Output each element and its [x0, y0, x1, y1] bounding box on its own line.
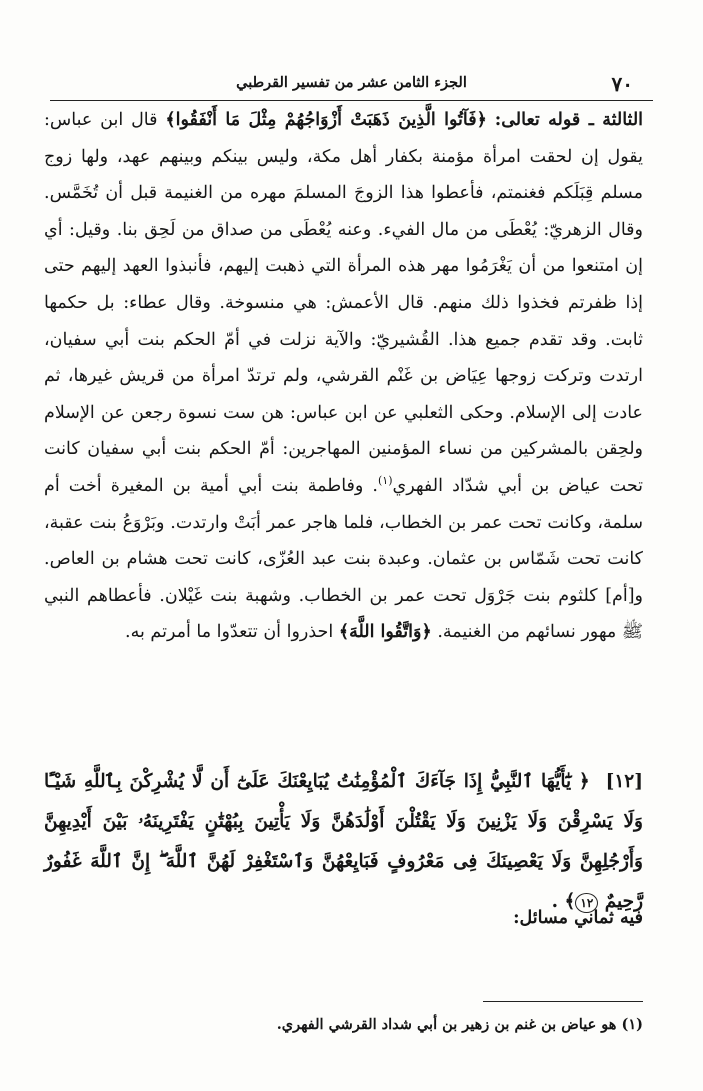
running-title: الجزء الثامن عشر من تفسير القرطبي — [236, 74, 467, 91]
commentary-text: قال ابن عباس: يقول إن لحقت امرأة مؤمنة بكفار أهل مكة، وليس بينكم وبينهم عهد، ولها زوج مسلم قِبَلَكم فغنمتم، فأعطوا هذا الزوجَ المسلمَ مهره من الغنيمة قبل أن تُخَمَّس. وقال الزهريّ: يُعْطَى من مال الفيء. وعنه يُعْطَى من صداق من لَحِق بنا. وقيل: أي إن امتنعوا من أن يَغْرَمُوا مهر هذه المرأة التي ذهبت إليهم، فأنبذوا العهد إليهم حتى إذا ظفرتم فخذوا ذلك منهم. قال الأعمش: هي منسوخة. وقال عطاء: بل حكمها ثابت. وقد تقدم جميع هذا. القُشيريّ: والآية نزلت في أمّ الحكم بنت أبي سفيان، ارتدت وتركت زوجها عِيَاض بن غَنْم القرشي، ولم ترتدّ امرأة من قريش غيرها، ثم عادت إلى الإسلام. وحكى الثعلبي عن ابن عباس: هن ست نسوة رجعن عن الإسلام ولحِقن بالمشركين من نساء المؤمنين المهاجرين: أمّ الحكم بنت أبي سفيان كانت تحت عياض بن أبي شدّاد الفهري — [44, 110, 643, 496]
commentary-text-end: احذروا أن تتعدّوا ما أمرتم به. — [125, 622, 334, 643]
page-header — [50, 62, 653, 101]
issues-heading: فيه ثماني مسائل: — [513, 908, 643, 928]
verse-end: ﴾ . — [551, 891, 576, 912]
verse-text: ﴿ يَٰٓأَيُّهَا ٱلنَّبِيُّ إِذَا جَآءَكَ ٱلْمُؤْمِنَٰتُ يُبَايِعْنَكَ عَلَىٰٓ أَن لَّا يُشْرِكْنَ بِٱللَّهِ شَيْـًٔا وَلَا يَسْرِقْنَ وَلَا يَزْنِينَ وَلَا يَقْتُلْنَ أَوْلَٰدَهُنَّ وَلَا يَأْتِينَ بِبُهْتَٰنٍ يَفْتَرِينَهُۥ بَيْنَ أَيْدِيهِنَّ وَأَرْجُلِهِنَّ وَلَا يَعْصِينَكَ فِى مَعْرُوفٍ فَبَايِعْهُنَّ وَٱسْتَغْفِرْ لَهُنَّ ٱللَّهَ ۖ إِنَّ ٱللَّهَ غَفُورٌ رَّحِيمٌ — [44, 771, 643, 912]
footnote-divider — [483, 1001, 643, 1002]
footnote-marker[interactable]: (١) — [378, 474, 393, 488]
ayah-number-mark: ١٢ — [575, 893, 598, 913]
quran-quote: ﴿فَآتُوا الَّذِينَ ذَهَبَتْ أَزْوَاجُهُمْ مِثْلَ مَا أَنْفَقُوا﴾ — [165, 110, 487, 130]
commentary-paragraph — [44, 102, 643, 651]
quran-quote-2: ﴿وَاتَّقُوا اللَّهَ﴾ — [338, 622, 432, 643]
commentary-body — [44, 102, 643, 651]
quran-verse — [44, 762, 643, 922]
page-number: ٧٠ — [611, 72, 633, 96]
commentary-text-continued: . وفاطمة بنت أبي أمية بن المغيرة أخت أم سلمة، وكانت تحت عمر بن الخطاب، فلما هاجر عمر أبَتْ وارتدت. وبَرْوَعُ بنت عقبة، كانت تحت شَمّاس بن عثمان. وعبدة بنت عبد العُزّى، كانت تحت هشام بن العاص. و[أم] كلثوم بنت جَرْوَل تحت عمر بن الخطاب. وشهبة بنت غَيْلان. فأعطاهم النبي ﷺ مهور نسائهم من الغنيمة. — [44, 475, 643, 643]
footnote: (١) هو عياض بن غنم بن زهير بن أبي شداد القرشي الفهري. — [276, 1016, 643, 1033]
section-heading: الثالثة ـ قوله تعالى: — [494, 110, 644, 130]
verse-number: [١٢] — [605, 771, 643, 792]
